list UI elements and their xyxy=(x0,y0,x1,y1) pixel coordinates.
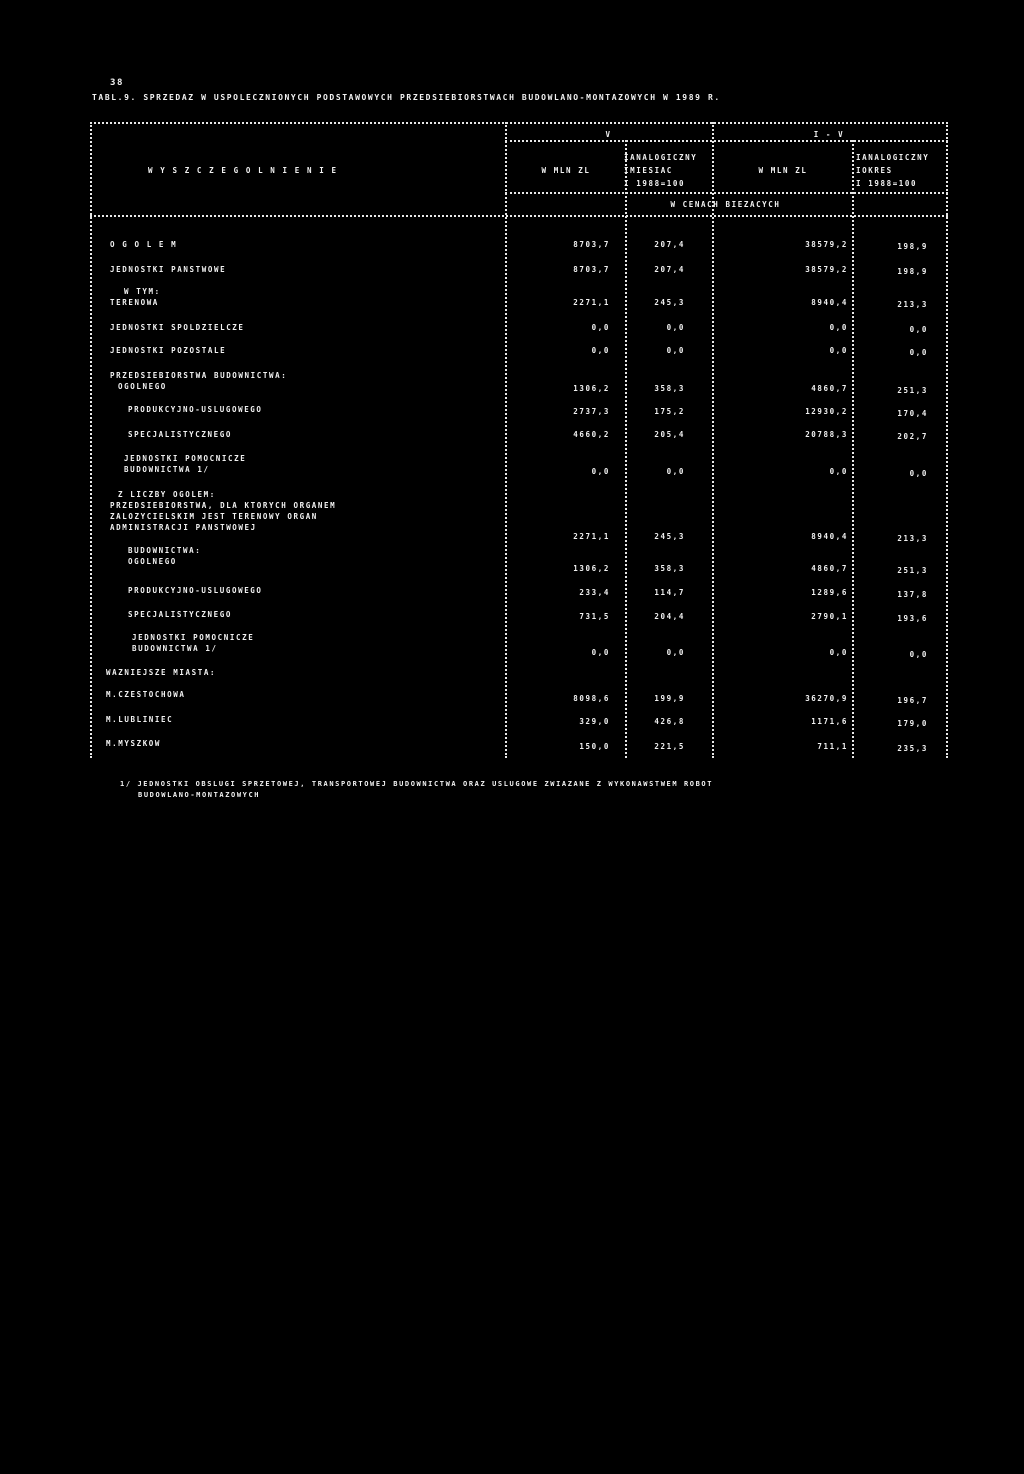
cell-value: 329,0 xyxy=(579,717,610,726)
cell-value: 0,0 xyxy=(666,323,685,332)
page-number: 38 xyxy=(110,78,125,88)
cell-value: 198,9 xyxy=(897,267,928,276)
row-label: WAZNIEJSZE MIASTA: xyxy=(106,668,217,677)
cell-value: 1289,6 xyxy=(811,588,848,597)
cell-value: 731,5 xyxy=(579,612,610,621)
header-col4-line1: IANALOGICZNY xyxy=(856,153,930,162)
cell-value: 2790,1 xyxy=(811,612,848,621)
row-label: ADMINISTRACJI PANSTWOWEJ xyxy=(110,523,257,532)
cell-value: 8703,7 xyxy=(573,240,610,249)
cell-value: 205,4 xyxy=(654,430,685,439)
cell-value: 36270,9 xyxy=(805,694,848,703)
row-label: JEDNOSTKI PANSTWOWE xyxy=(110,265,227,274)
cell-value: 179,0 xyxy=(897,719,928,728)
row-label: PRODUKCYJNO-USLUGOWEGO xyxy=(128,586,263,595)
header-col1: W MLN ZL xyxy=(541,166,591,175)
cell-value: 213,3 xyxy=(897,300,928,309)
cell-value: 0,0 xyxy=(909,469,928,478)
cell-value: 0,0 xyxy=(909,650,928,659)
row-label: SPECJALISTYCZNEGO xyxy=(128,610,232,619)
row-label: JEDNOSTKI SPOLDZIELCZE xyxy=(110,323,245,332)
cell-value: 0,0 xyxy=(909,348,928,357)
row-label: M.CZESTOCHOWA xyxy=(106,690,186,699)
row-label: BUDOWNICTWA 1/ xyxy=(132,644,218,653)
header-mid-rule xyxy=(505,140,948,142)
cell-value: 2271,1 xyxy=(573,532,610,541)
header-col2-line2: IMIESIAC xyxy=(624,166,673,175)
cell-value: 198,9 xyxy=(897,242,928,251)
header-col2-line1: IANALOGICZNY xyxy=(624,153,698,162)
header-prices-note: W CENACH BIEZACYCH xyxy=(670,200,781,209)
cell-value: 1306,2 xyxy=(573,564,610,573)
cell-value: 196,7 xyxy=(897,696,928,705)
header-group-v: V xyxy=(605,130,612,139)
left-border xyxy=(90,122,92,758)
row-label: BUDOWNICTWA 1/ xyxy=(124,465,210,474)
cell-value: 235,3 xyxy=(897,744,928,753)
row-label: M.LUBLINIEC xyxy=(106,715,174,724)
row-label: Z LICZBY OGOLEM: xyxy=(118,490,216,499)
row-label-ogolem: O G O L E M xyxy=(110,240,178,249)
cell-value: 204,4 xyxy=(654,612,685,621)
row-label: JEDNOSTKI POZOSTALE xyxy=(110,346,227,355)
col-divider-4 xyxy=(852,140,854,758)
row-label: JEDNOSTKI POMOCNICZE xyxy=(124,454,247,463)
cell-value: 1171,6 xyxy=(811,717,848,726)
header-price-rule xyxy=(505,192,948,194)
cell-value: 358,3 xyxy=(654,384,685,393)
cell-value: 0,0 xyxy=(666,467,685,476)
cell-value: 8098,6 xyxy=(573,694,610,703)
cell-value: 8940,4 xyxy=(811,532,848,541)
cell-value: 251,3 xyxy=(897,566,928,575)
cell-value: 20788,3 xyxy=(805,430,848,439)
cell-value: 358,3 xyxy=(654,564,685,573)
cell-value: 199,9 xyxy=(654,694,685,703)
cell-value: 251,3 xyxy=(897,386,928,395)
cell-value: 1306,2 xyxy=(573,384,610,393)
row-label: PRZEDSIEBIORSTWA, DLA KTORYCH ORGANEM xyxy=(110,501,337,510)
cell-value: 8703,7 xyxy=(573,265,610,274)
row-label: PRZEDSIEBIORSTWA BUDOWNICTWA: xyxy=(110,371,288,380)
cell-value: 711,1 xyxy=(817,742,848,751)
row-label: BUDOWNICTWA: xyxy=(128,546,202,555)
row-label: OGOLNEGO xyxy=(118,382,167,391)
row-label: W TYM: xyxy=(124,287,161,296)
cell-value: 426,8 xyxy=(654,717,685,726)
row-label: OGOLNEGO xyxy=(128,557,177,566)
table-title: TABL.9. SPRZEDAZ W USPOLECZNIONYCH PODSTAWOWYCH PRZEDSIEBIORSTWACH BUDOWLANO-MONTAZOWYCH W 1989 R. xyxy=(92,93,721,102)
cell-value: 38579,2 xyxy=(805,265,848,274)
cell-value: 245,3 xyxy=(654,298,685,307)
cell-value: 221,5 xyxy=(654,742,685,751)
cell-value: 207,4 xyxy=(654,240,685,249)
cell-value: 150,0 xyxy=(579,742,610,751)
cell-value: 0,0 xyxy=(909,325,928,334)
cell-value: 233,4 xyxy=(579,588,610,597)
cell-value: 245,3 xyxy=(654,532,685,541)
col-divider-3 xyxy=(712,122,714,758)
right-border xyxy=(946,122,948,758)
cell-value: 0,0 xyxy=(591,323,610,332)
cell-value: 4860,7 xyxy=(811,384,848,393)
cell-value: 175,2 xyxy=(654,407,685,416)
header-col4-line3: I 1988=100 xyxy=(856,179,918,188)
cell-value: 8940,4 xyxy=(811,298,848,307)
cell-value: 12930,2 xyxy=(805,407,848,416)
cell-value: 0,0 xyxy=(591,467,610,476)
cell-value: 0,0 xyxy=(829,323,848,332)
cell-value: 137,8 xyxy=(897,590,928,599)
cell-value: 202,7 xyxy=(897,432,928,441)
cell-value: 38579,2 xyxy=(805,240,848,249)
footnote-line-1: 1/ JEDNOSTKI OBSLUGI SPRZETOWEJ, TRANSPORTOWEJ BUDOWNICTWA ORAZ USLUGOWE ZWIAZANE Z WYKONAWSTWEM ROBOT xyxy=(120,780,714,788)
cell-value: 0,0 xyxy=(829,467,848,476)
cell-value: 170,4 xyxy=(897,409,928,418)
row-label: M.MYSZKOW xyxy=(106,739,162,748)
cell-value: 0,0 xyxy=(829,346,848,355)
row-label: PRODUKCYJNO-USLUGOWEGO xyxy=(128,405,263,414)
cell-value: 4860,7 xyxy=(811,564,848,573)
cell-value: 0,0 xyxy=(591,648,610,657)
header-col4-line2: IOKRES xyxy=(856,166,893,175)
cell-value: 4660,2 xyxy=(573,430,610,439)
header-group-i-v: I - V xyxy=(813,130,845,139)
row-label: ZALOZYCIELSKIM JEST TERENOWY ORGAN xyxy=(110,512,318,521)
cell-value: 114,7 xyxy=(654,588,685,597)
row-label: TERENOWA xyxy=(110,298,159,307)
top-rule xyxy=(90,122,948,124)
row-label: JEDNOSTKI POMOCNICZE xyxy=(132,633,255,642)
cell-value: 0,0 xyxy=(666,346,685,355)
footnote-line-2: BUDOWLANO-MONTAZOWYCH xyxy=(138,791,261,799)
header-row-label: W Y S Z C Z E G O L N I E N I E xyxy=(148,166,338,175)
header-col3: W MLN ZL xyxy=(758,166,808,175)
row-label: SPECJALISTYCZNEGO xyxy=(128,430,232,439)
cell-value: 0,0 xyxy=(591,346,610,355)
cell-value: 213,3 xyxy=(897,534,928,543)
col-divider-1 xyxy=(505,122,507,758)
header-col2-line3: I 1988=100 xyxy=(624,179,686,188)
header-bottom-rule xyxy=(90,215,948,217)
cell-value: 2737,3 xyxy=(573,407,610,416)
cell-value: 207,4 xyxy=(654,265,685,274)
cell-value: 0,0 xyxy=(829,648,848,657)
col-divider-2 xyxy=(625,140,627,758)
cell-value: 2271,1 xyxy=(573,298,610,307)
cell-value: 0,0 xyxy=(666,648,685,657)
cell-value: 193,6 xyxy=(897,614,928,623)
